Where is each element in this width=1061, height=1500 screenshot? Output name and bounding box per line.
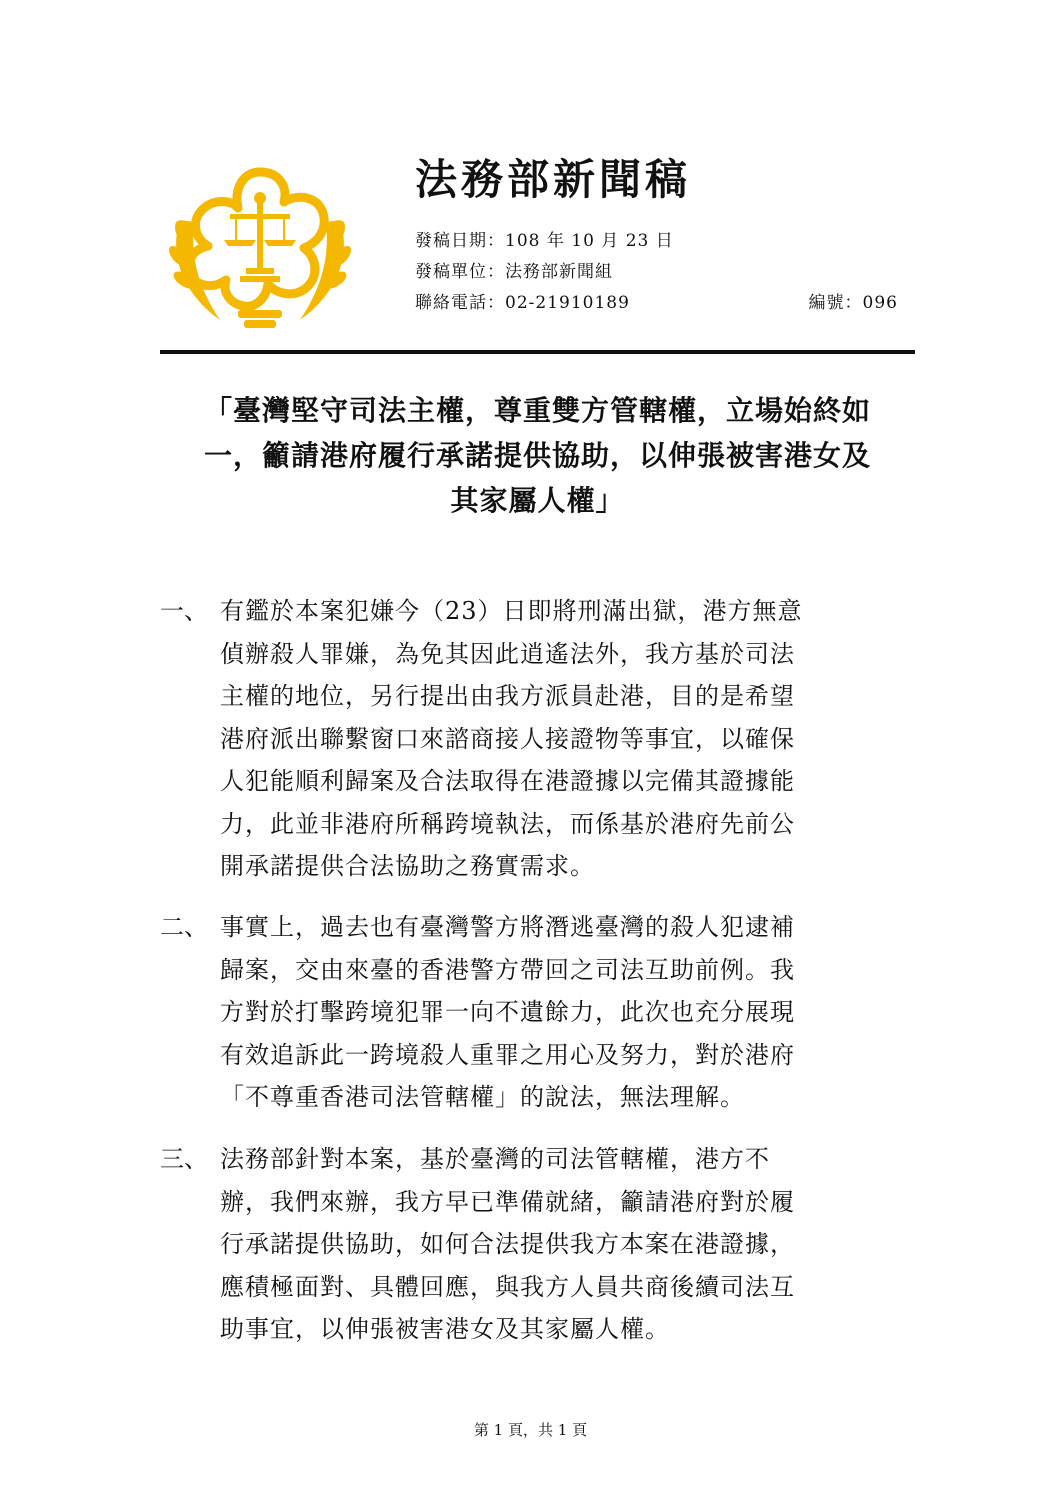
header-divider xyxy=(160,350,915,354)
paragraph-line: 人犯能順利歸案及合法取得在港證據以完備其證據能 xyxy=(220,767,795,795)
paragraph-line: 應積極面對、具體回應，與我方人員共商後續司法互 xyxy=(220,1272,795,1301)
item-number: 二、 xyxy=(160,913,208,941)
paragraph-line: 主權的地位，另行提出由我方派員赴港，目的是希望 xyxy=(220,682,795,710)
serial-number: 編號：096 xyxy=(808,293,898,313)
headline-line: 一，籲請港府履行承諾提供協助，以伸張被害港女及 xyxy=(203,439,871,472)
paragraph-line: 法務部針對本案，基於臺灣的司法管轄權，港方不 xyxy=(220,1145,770,1173)
paragraph-line: 有鑑於本案犯嫌今（23）日即將刑滿出獄，港方無意 xyxy=(220,597,803,625)
headline-line: 其家屬人權」 xyxy=(450,484,625,517)
page-number-footer: 第 1 頁，共 1 頁 xyxy=(473,1421,588,1439)
paragraph-line: 歸案，交由來臺的香港警方帶回之司法互助前例。我 xyxy=(220,955,795,984)
paragraph-line: 力，此並非港府所稱跨境執法，而係基於港府先前公 xyxy=(220,809,795,838)
document-title: 法務部新聞稿 xyxy=(415,155,692,204)
paragraph-line: 事實上，過去也有臺灣警方將潛逃臺灣的殺人犯逮補 xyxy=(220,913,795,941)
paragraph-line: 偵辦殺人罪嫌，為免其因此逍遙法外，我方基於司法 xyxy=(220,639,795,668)
headline xyxy=(160,388,915,523)
paragraph-line: 行承諾提供協助，如何合法提供我方本案在港證據， xyxy=(220,1230,795,1258)
release-unit: 發稿單位：法務部新聞組 xyxy=(415,262,613,282)
headline-line: 「臺灣堅守司法主權，尊重雙方管轄權，立場始終如 xyxy=(203,394,871,427)
paragraph-item-2 xyxy=(160,906,900,1119)
paragraph-item-1 xyxy=(160,590,900,888)
ministry-emblem-icon xyxy=(160,160,360,340)
paragraph-line: 「不尊重香港司法管轄權」的說法，無法理解。 xyxy=(220,1083,745,1111)
item-number: 三、 xyxy=(160,1145,208,1173)
paragraph-item-3 xyxy=(160,1138,900,1351)
contact-phone: 聯絡電話：02-21910189 xyxy=(415,293,630,313)
paragraph-line: 方對於打擊跨境犯罪一向不遺餘力，此次也充分展現 xyxy=(220,998,795,1026)
paragraph-line: 有效追訴此一跨境殺人重罪之用心及努力，對於港府 xyxy=(220,1040,795,1069)
paragraph-line: 港府派出聯繫窗口來諮商接人接證物等事宜，以確保 xyxy=(220,724,795,753)
item-number: 一、 xyxy=(160,597,208,625)
release-date: 發稿日期：108 年 10 月 23 日 xyxy=(415,231,674,251)
paragraph-line: 辦，我們來辦，我方早已準備就緒，籲請港府對於履 xyxy=(220,1187,795,1216)
paragraph-line: 開承諾提供合法協助之務實需求。 xyxy=(220,852,595,880)
paragraph-line: 助事宜，以伸張被害港女及其家屬人權。 xyxy=(220,1315,670,1343)
